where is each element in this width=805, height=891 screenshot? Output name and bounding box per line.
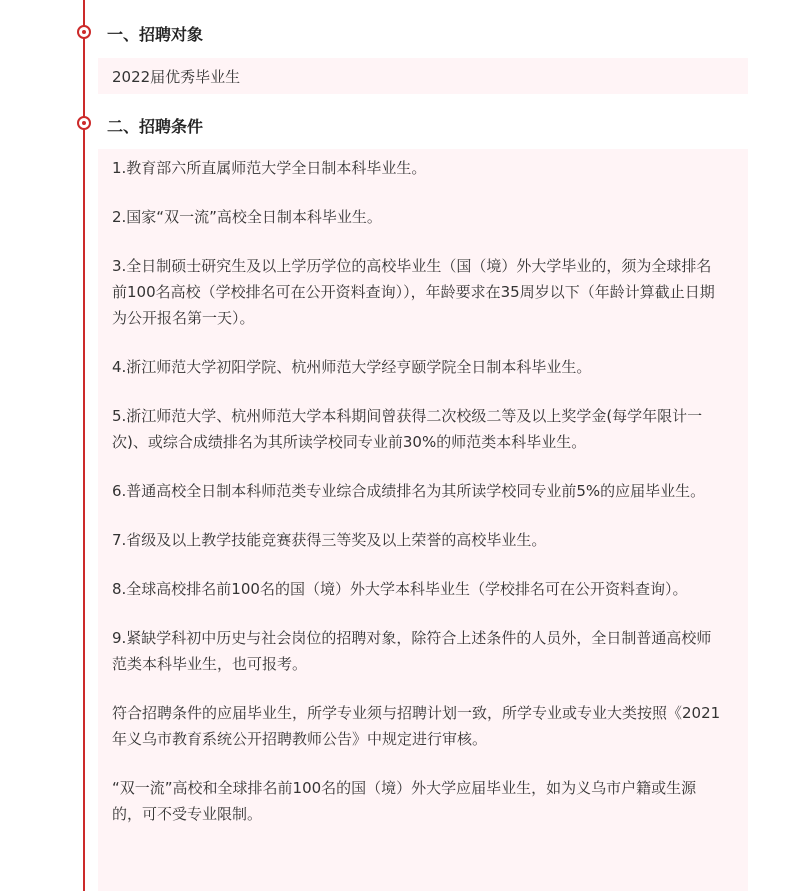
condition-paragraph: 3.全日制硕士研究生及以上学历学位的高校毕业生（国（境）外大学毕业的，须为全球排名前100名高校（学校排名可在公开资料查询）），年龄要求在35周岁以下（年龄计算截止日期为公开报名第一天）。 [112,257,715,327]
section-heading-recruitment-conditions: 二、招聘条件 [107,117,204,136]
timeline-dot-icon [77,25,91,39]
recruitment-target-text: 2022届优秀毕业生 [112,68,241,86]
condition-paragraph: 6.普通高校全日制本科师范类专业综合成绩排名为其所读学校同专业前5%的应届毕业生。 [112,482,706,500]
timeline-line [83,0,85,891]
timeline-dot-icon [77,116,91,130]
condition-paragraph: 7.省级及以上教学技能竞赛获得三等奖及以上荣誉的高校毕业生。 [112,531,547,549]
section-heading-recruitment-target: 一、招聘对象 [107,25,204,44]
condition-paragraph: 4.浙江师范大学初阳学院、杭州师范大学经亨颐学院全日制本科毕业生。 [112,358,592,376]
condition-paragraph: 8.全球高校排名前100名的国（境）外大学本科毕业生（学校排名可在公开资料查询）。 [112,580,688,598]
condition-paragraph: 1.教育部六所直属师范大学全日制本科毕业生。 [112,159,427,177]
note-paragraph: 符合招聘条件的应届毕业生，所学专业须与招聘计划一致，所学专业或专业大类按照《2021年义乌市教育系统公开招聘教师公告》中规定进行审核。 [112,704,721,748]
recruitment-conditions-box [98,149,748,891]
note-paragraph: “双一流”高校和全球排名前100名的国（境）外大学应届毕业生，如为义乌市户籍或生源的，可不受专业限制。 [112,779,697,823]
condition-paragraph: 9.紧缺学科初中历史与社会岗位的招聘对象，除符合上述条件的人员外，全日制普通高校师范类本科毕业生，也可报考。 [112,629,712,673]
condition-paragraph: 5.浙江师范大学、杭州师范大学本科期间曾获得二次校级二等及以上奖学金(每学年限计一次)、或综合成绩排名为其所读学校同专业前30%的师范类本科毕业生。 [112,407,703,451]
condition-paragraph: 2.国家“双一流”高校全日制本科毕业生。 [112,208,382,226]
recruitment-target-box [98,58,748,94]
